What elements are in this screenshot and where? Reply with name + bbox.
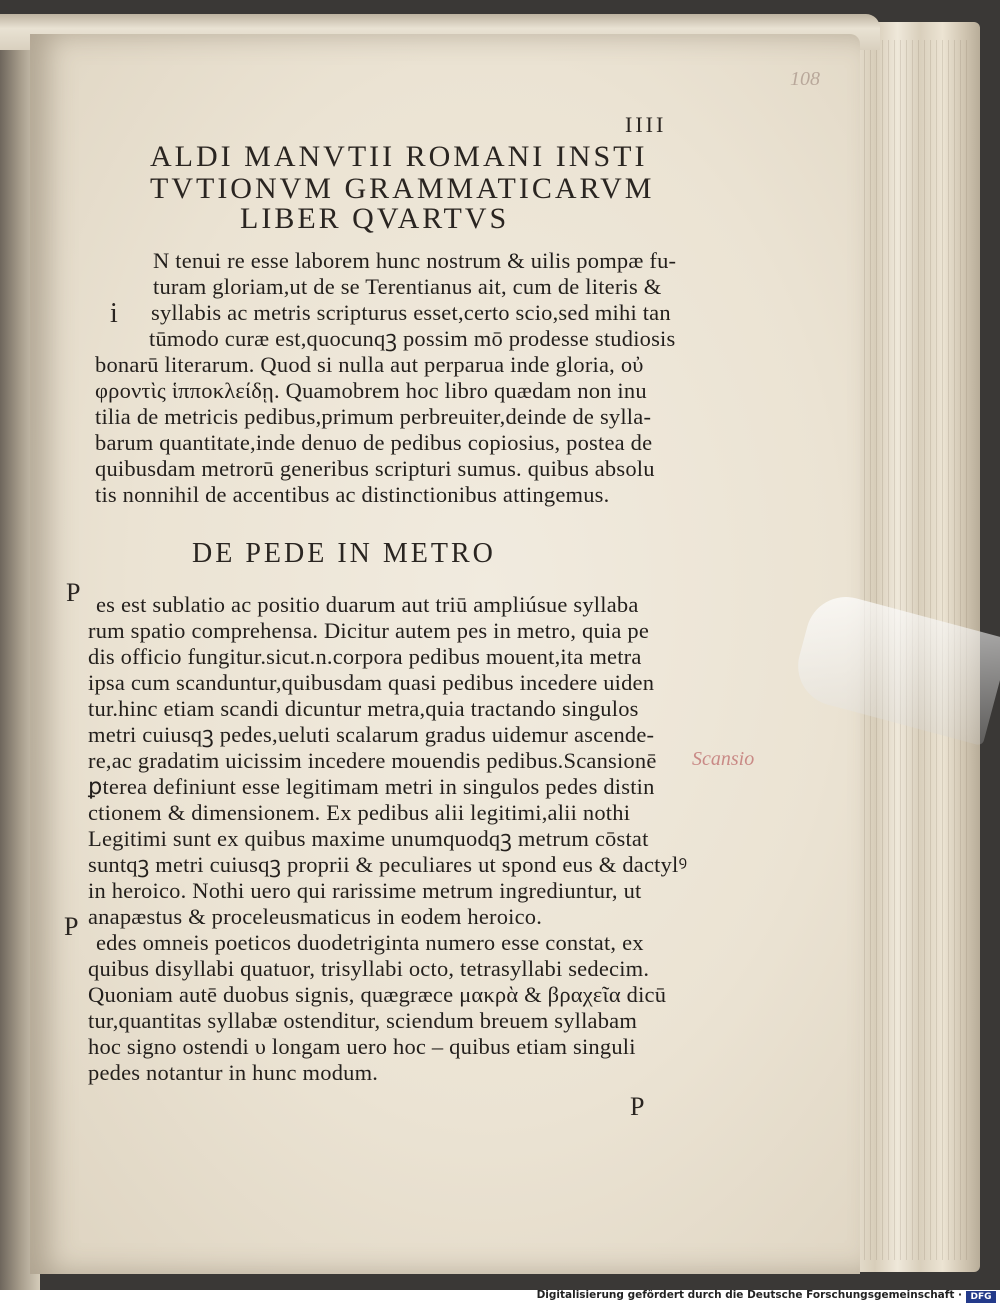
section-line: ipsa cum scanduntur,quibusdam quasi pedibus incedere uiden bbox=[88, 670, 655, 695]
intro-line: barum quantitate,inde denuo de pedibus copiosius, postea de bbox=[95, 430, 653, 455]
section-line: pedes notantur in hunc modum. bbox=[88, 1060, 379, 1085]
title-line-2: TVTIONVM GRAMMATICARVM bbox=[150, 172, 655, 205]
section-line: rum spatio comprehensa. Dicitur autem pes in metro, quia pe bbox=[88, 618, 650, 643]
catchword: P bbox=[630, 1092, 645, 1121]
drop-initial-guide: i bbox=[110, 298, 118, 329]
intro-line: quibusdam metrorū generibus scripturi sumus. quibus absolu bbox=[95, 456, 655, 481]
funding-credit: Digitalisierung gefördert durch die Deutsche Forschungsgemeinschaft · bbox=[536, 1289, 962, 1301]
section-line: es est sublatio ac positio duarum aut triū ampliúsue syllaba bbox=[96, 592, 639, 617]
section-line: dis officio fungitur.sicut.n.corpora pedibus mouent,ita metra bbox=[88, 644, 642, 669]
section-line: metri cuiusqꝫ pedes,ueluti scalarum gradus uidemur ascende- bbox=[88, 722, 655, 747]
intro-line: syllabis ac metris scripturus esset,certo scio,sed mihi tan bbox=[151, 300, 671, 325]
section-line: ctionem & dimensionem. Ex pedibus alii legitimi,alii nothi bbox=[88, 800, 631, 825]
intro-paragraph bbox=[95, 248, 695, 508]
pencil-page-number: 108 bbox=[790, 68, 820, 90]
section-line: in heroico. Nothi uero qui rarissime metrum ingrediuntur, ut bbox=[88, 878, 642, 903]
section-line: re,ac gradatim uicissim incedere mouendis pedibus.Scansionē bbox=[88, 748, 657, 773]
section-line: ꝑterea definiunt esse legitimam metri in singulos pedes distin bbox=[88, 774, 655, 799]
intro-line: tis nonnihil de accentibus ac distinctionibus attingemus. bbox=[95, 482, 610, 507]
folio-number: IIII bbox=[625, 112, 667, 137]
section-line: tur.hinc etiam scandi dicuntur metra,quia tractando singulos bbox=[88, 696, 639, 721]
section-line: suntqꝫ metri cuiusqꝫ proprii & peculiares ut spond eus & dactylꝰ bbox=[88, 852, 688, 877]
margin-annotation: Scansio bbox=[692, 748, 755, 770]
intro-line: tūmodo curæ est,quocunqꝫ possim mō prodesse studiosis bbox=[149, 326, 676, 351]
intro-line: φροντὶς ἱπποκλείδῃ. Quamobrem hoc libro quædam non inu bbox=[95, 378, 647, 403]
intro-line: N tenui re esse laborem hunc nostrum & uilis pompæ fu- bbox=[153, 248, 677, 273]
section-line: tur,quantitas syllabæ ostenditur, sciendum breuem syllabam bbox=[88, 1008, 638, 1033]
dfg-logo: DFG bbox=[966, 1291, 996, 1303]
intro-line: turam gloriam,ut de se Terentianus ait, cum de literis & bbox=[153, 274, 662, 299]
section-line: anapæstus & proceleusmaticus in eodem heroico. bbox=[88, 904, 543, 929]
section-line: Legitimi sunt ex quibus maxime unumquodqꝫ metrum cōstat bbox=[88, 826, 649, 851]
section-paragraph bbox=[88, 592, 688, 1086]
section-line: quibus disyllabi quatuor, trisyllabi octo, tetrasyllabi sedecim. bbox=[88, 956, 650, 981]
title-line-1: ALDI MANVTII ROMANI INSTI bbox=[150, 140, 648, 173]
intro-line: bonarū literarum. Quod si nulla aut perparua inde gloria, οὐ bbox=[95, 352, 644, 377]
section-line: Quoniam autē duobus signis, quægræce μακρὰ & βραχεῖα dicū bbox=[88, 982, 667, 1007]
intro-line: tilia de metricis pedibus,primum perbreuiter,deinde de sylla- bbox=[95, 404, 652, 429]
section-line: hoc signo ostendi υ longam uero hoc – quibus etiam singuli bbox=[88, 1034, 636, 1059]
title-line-3: LIBER QVARTVS bbox=[240, 202, 510, 235]
section-line: edes omneis poeticos duodetriginta numero esse constat, ex bbox=[96, 930, 644, 955]
section-heading: DE PEDE IN METRO bbox=[192, 538, 496, 569]
section-initial-1: P bbox=[66, 578, 81, 607]
section-initial-2: P bbox=[64, 912, 79, 941]
